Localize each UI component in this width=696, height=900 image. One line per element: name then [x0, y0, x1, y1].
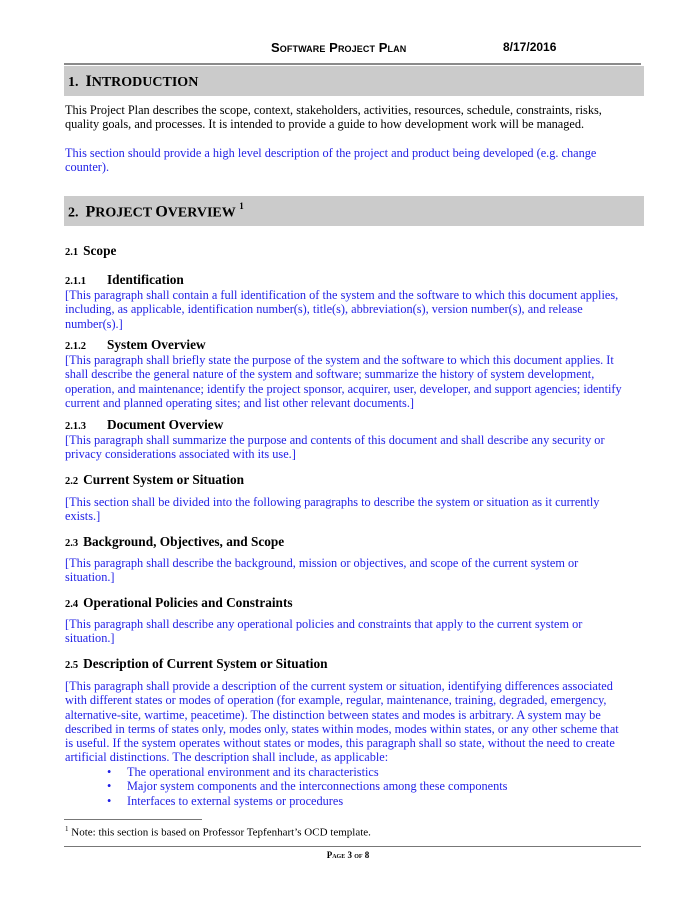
header-divider	[64, 63, 641, 65]
footnote	[65, 825, 371, 839]
heading-rest: NTRODUCTION	[91, 75, 199, 90]
heading-rest: ROJECT	[95, 205, 156, 221]
section-2-1-2-paragraph	[65, 353, 645, 410]
section-1-heading-bar	[64, 66, 644, 96]
list-item-text: Major system components and the interconnections among these components	[127, 779, 508, 794]
document-date: 8/17/2016	[503, 40, 557, 54]
list-item	[65, 765, 507, 779]
list-item-text: The operational environment and its characteristics	[127, 765, 379, 779]
section-number: 2.3	[65, 538, 79, 549]
section-2-1-heading	[65, 243, 116, 259]
text-line: privacy considerations associated with its use.]	[65, 447, 296, 462]
section-2-5-heading	[65, 656, 328, 672]
section-2-heading	[68, 203, 244, 222]
list-item	[65, 794, 507, 808]
section-2-3-paragraph	[65, 556, 645, 585]
section-2-1-3-paragraph	[65, 433, 645, 462]
text-line: shall describe the general nature of the system and software; summarize the history of system development,	[65, 367, 595, 382]
section-2-5-bullet-list	[65, 765, 507, 808]
section-number: 2.5	[65, 660, 79, 671]
section-2-heading-bar	[64, 196, 644, 226]
footnote-divider	[64, 819, 202, 820]
heading-title: Operational Policies and Constraints	[83, 595, 293, 610]
text-line: alternative-site, wartime, peacetime). The distinction between states and modes is arbitrary. A system may be	[65, 707, 601, 722]
list-item-text: Interfaces to external systems or procedures	[127, 793, 344, 808]
text-line: [This paragraph shall contain a full identification of the system and the software to which this document applies,	[65, 288, 619, 302]
section-2-2-paragraph	[65, 495, 645, 524]
text-line: situation.]	[65, 570, 115, 585]
footnote-marker: 1	[65, 825, 69, 833]
footer-divider	[64, 846, 641, 847]
bullet-icon: •	[107, 765, 112, 779]
bullet-icon: •	[107, 793, 112, 808]
section-2-4-paragraph	[65, 617, 645, 646]
intro-guidance-paragraph	[65, 146, 645, 175]
text-line: with different states or modes of operation (for example, regular, maintenance, training, degraded, emergency,	[65, 693, 607, 708]
heading-title: Identification	[107, 272, 184, 287]
text-line: operation, and maintenance; identify the project sponsor, acquirer, user, developer, and support agencies; identify	[65, 381, 622, 396]
section-number: 2.1.1	[65, 276, 86, 287]
section-2-4-heading	[65, 595, 293, 611]
heading-title: Description of Current System or Situation	[83, 656, 328, 671]
heading-title: Background, Objectives, and Scope	[83, 534, 285, 549]
page-number: Page 3 of 8	[326, 850, 370, 860]
text-line: described in terms of states only, modes only, states within modes, modes within states, or any other scheme that	[65, 721, 619, 736]
bullet-icon: •	[107, 779, 112, 794]
text-line: [This paragraph shall provide a description of the current system or situation, identifying differences associated	[65, 679, 613, 693]
text-line: is useful. If the system operates without states or modes, this paragraph shall so state, without the need to create	[65, 736, 615, 751]
section-number: 2.1	[65, 247, 79, 258]
section-number: 2.4	[65, 599, 79, 610]
text-line: [This paragraph shall briefly state the purpose of the system and the software to which this document applies. It	[65, 353, 614, 367]
section-number: 2.2	[65, 476, 79, 487]
heading-title: Document Overview	[107, 417, 224, 432]
list-item	[65, 779, 507, 793]
section-number: 2.1.3	[65, 421, 86, 432]
heading-title: Scope	[83, 243, 117, 258]
text-line: [This section shall be divided into the following paragraphs to describe the system or situation as it currently	[65, 495, 600, 509]
page-header	[0, 40, 696, 56]
heading-initial: I	[85, 73, 92, 90]
section-2-2-heading	[65, 472, 244, 488]
text-line: [This paragraph shall summarize the purpose and contents of this document and shall describe any security or	[65, 433, 605, 447]
text-line: situation.]	[65, 631, 115, 646]
text-line: artificial distinctions. The description shall include, as applicable:	[65, 750, 389, 765]
text-line: [This paragraph shall describe any operational policies and constraints that apply to the current system or	[65, 617, 583, 631]
text-line: [This paragraph shall describe the background, mission or objectives, and scope of the current system or	[65, 556, 579, 570]
section-2-1-1-paragraph	[65, 288, 645, 331]
section-2-1-1-heading	[65, 272, 184, 288]
section-number: 1.	[68, 75, 79, 90]
text-line: including, as applicable, identification number(s), title(s), abbreviation(s), version number(s), and release	[65, 302, 583, 317]
heading-title: System Overview	[107, 337, 206, 352]
section-number: 2.	[68, 205, 79, 221]
heading-initial: P	[85, 203, 96, 221]
section-number: 2.1.2	[65, 341, 86, 352]
footnote-reference[interactable]: 1	[239, 201, 244, 211]
text-line: number(s).]	[65, 316, 123, 331]
section-1-heading	[68, 73, 198, 91]
heading-initial: O	[155, 203, 168, 221]
intro-paragraph	[65, 103, 645, 132]
text-line: quality goals, and processes. It is intended to provide a guide to how development work will be managed.	[65, 117, 585, 132]
section-2-1-3-heading	[65, 417, 223, 433]
text-line: counter).	[65, 160, 110, 175]
text-line: current and planned operating sites; and list other relevant documents.]	[65, 395, 414, 410]
section-2-3-heading	[65, 534, 284, 550]
heading-rest: VERVIEW	[167, 205, 236, 221]
section-2-5-paragraph	[65, 679, 645, 765]
text-line: This section should provide a high level description of the project and product being developed (e.g. change	[65, 146, 597, 160]
text-line: exists.]	[65, 509, 101, 524]
document-title: Software Project Plan	[271, 40, 407, 55]
heading-title: Current System or Situation	[83, 472, 245, 487]
section-2-1-2-heading	[65, 337, 206, 353]
footnote-text: Note: this section is based on Professor Tepfenhart’s OCD template.	[68, 826, 371, 839]
text-line: This Project Plan describes the scope, context, stakeholders, activities, resources, schedule, constraints, risks,	[65, 103, 602, 117]
